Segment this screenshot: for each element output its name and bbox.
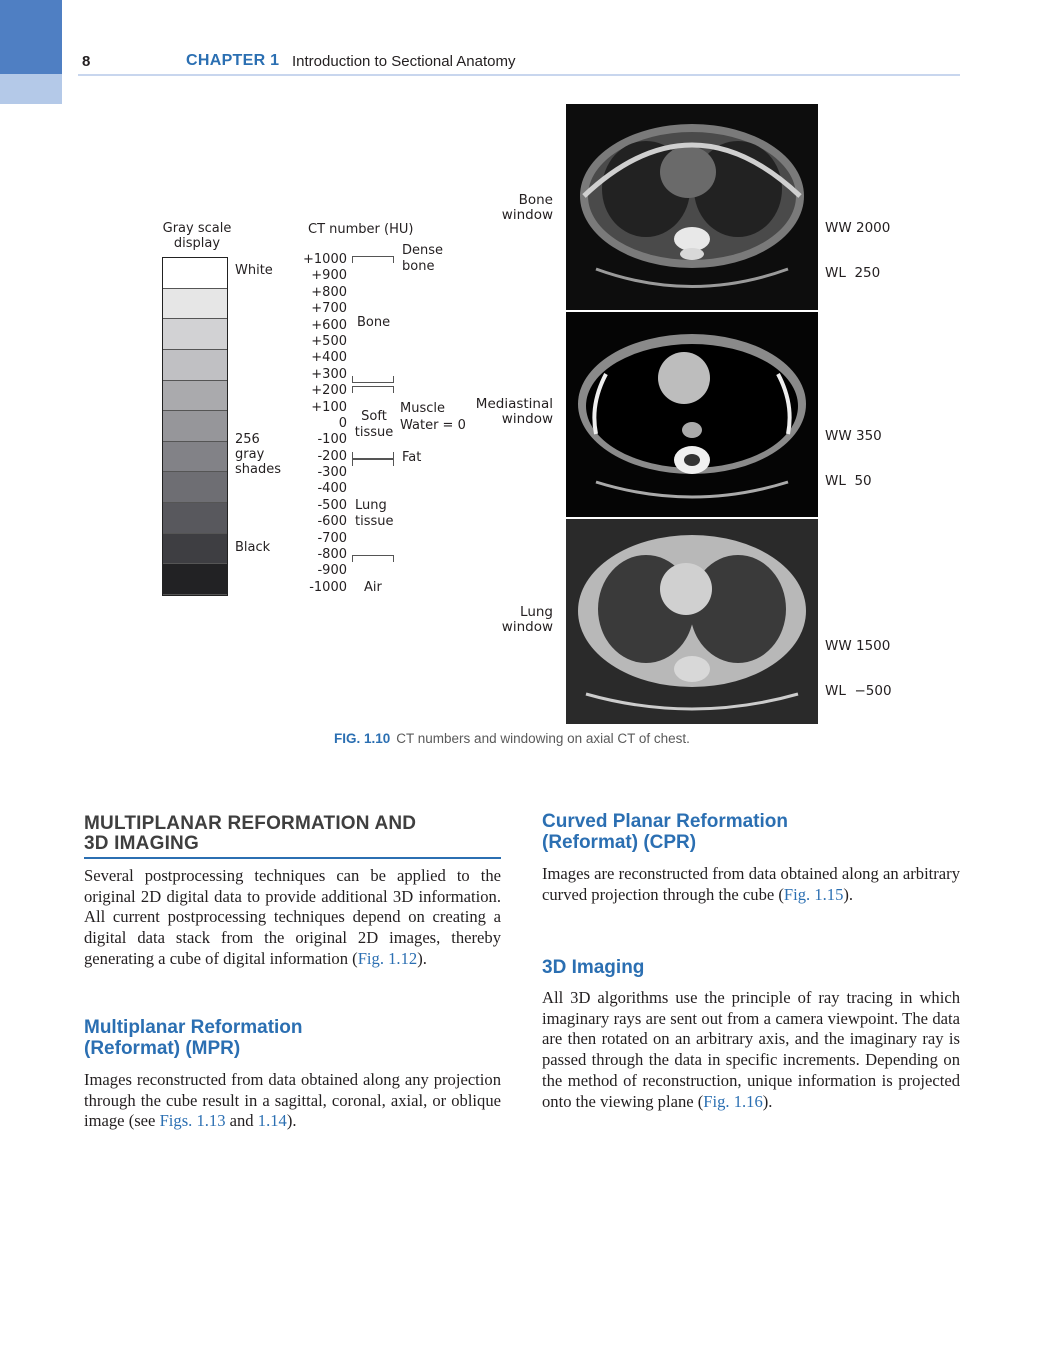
paragraph-cpr-end: ).: [843, 884, 854, 904]
paragraph-mpr: [84, 1070, 501, 1132]
dense-bone-line1: Dense: [402, 243, 444, 258]
gray-shade: [163, 381, 227, 412]
hu-value: +100: [311, 399, 347, 415]
hu-value: +600: [311, 317, 347, 333]
mediastinal-window-ww: WW 350: [825, 428, 882, 444]
hu-value: -1000: [309, 579, 347, 595]
paragraph-mpr-text: Images reconstructed from data obtained along any projection through the cube result in a sagittal, coronal, axial, or oblique image (see: [84, 1070, 501, 1131]
grayscale-title-line2: display: [173, 236, 221, 251]
air-bracket: [352, 555, 394, 562]
figure-caption-text: CT numbers and windowing on axial CT of chest.: [396, 731, 690, 746]
gray-shade: [163, 503, 227, 534]
white-label: White: [235, 263, 273, 278]
fig-1-15-link[interactable]: Fig. 1.15: [783, 884, 844, 904]
shades-label-line2: gray: [235, 447, 265, 462]
mpr-heading-line2: (Reformat) (MPR): [84, 1038, 241, 1059]
gray-shade: [163, 472, 227, 503]
bone-window-ww: WW 2000: [825, 220, 891, 236]
hu-value: -800: [317, 547, 347, 563]
chapter-title: Introduction to Sectional Anatomy: [292, 53, 516, 70]
lung-window-label: [463, 605, 553, 635]
grayscale-title-line1: Gray scale: [162, 221, 232, 236]
shades-label-line3: shades: [235, 462, 282, 477]
paragraph-3d-imaging-end: ).: [762, 1091, 773, 1111]
gray-shade: [163, 411, 227, 442]
lung-window-values: [825, 609, 892, 714]
bone-window-line2: window: [501, 207, 553, 223]
paragraph-3d-imaging-text: All 3D algorithms use the principle of ray tracing in which imaginary rays are sent out from a camera viewpoint. The data are then rotated on an arbitrary axis, and the imaginary ray is passed through the data in specific increments. Depending on the method of reconstruction, unique information is projected onto the viewing plane (: [542, 988, 960, 1111]
dense-bone-label: [402, 243, 443, 275]
figure-caption: [334, 731, 690, 746]
lung-window-wl: WL −500: [825, 683, 892, 699]
shades-label: [235, 432, 281, 477]
fig-1-16-link[interactable]: Fig. 1.16: [703, 1091, 763, 1111]
bone-window-values: [825, 191, 890, 296]
chapter-label: CHAPTER 1: [186, 52, 280, 69]
section-heading-line1: MULTIPLANAR REFORMATION AND: [84, 813, 417, 834]
figure-number: FIG. 1.10: [334, 731, 391, 746]
gray-shade: [163, 289, 227, 320]
hu-value: -900: [317, 563, 347, 579]
ct-image-mediastinal-window: [566, 312, 818, 517]
mediastinal-window-wl: WL 50: [825, 473, 872, 489]
paragraph-postprocessing-end: ).: [417, 948, 427, 968]
fig-1-12-link[interactable]: Fig. 1.12: [357, 948, 418, 968]
hu-value: -700: [317, 530, 347, 546]
paragraph-mpr-and: and: [225, 1111, 258, 1131]
gray-shade: [163, 350, 227, 381]
hu-value: 0: [338, 415, 347, 431]
hu-scale: [292, 252, 347, 596]
hu-value: +700: [311, 301, 347, 317]
gray-shade: [163, 534, 227, 565]
lung-tissue-line1: Lung: [355, 498, 387, 513]
cpr-heading-line1: Curved Planar Reformation: [542, 811, 788, 832]
soft-tissue-line2: tissue: [354, 425, 394, 440]
soft-tissue-bracket-top: [352, 386, 394, 393]
page-number: 8: [82, 53, 91, 70]
hu-value: -400: [317, 481, 347, 497]
section-heading: [84, 814, 500, 854]
dense-bone-line2: bone: [402, 259, 435, 274]
gray-shade: [163, 258, 227, 289]
cpr-heading: [542, 811, 788, 853]
fat-label: Fat: [402, 450, 422, 465]
gray-shade: [163, 442, 227, 473]
paragraph-3d-imaging: [542, 988, 960, 1112]
ct-image-bone-window: [566, 104, 818, 310]
mediastinal-window-label: [463, 397, 553, 427]
lung-window-ww: WW 1500: [825, 638, 891, 654]
page-tab-dark: [0, 0, 62, 74]
grayscale-title: [162, 221, 232, 251]
air-label: Air: [364, 580, 382, 595]
hu-value: -200: [317, 448, 347, 464]
paragraph-postprocessing-text: Several postprocessing techniques can be applied to the original 2D digital data to provide additional 3D information. All current postprocessing techniques depend on creating a digital data stack from the original 2D images, thereby generating a cube of digital information (: [84, 866, 501, 968]
figs-1-13-link[interactable]: Figs. 1.13: [159, 1111, 226, 1131]
paragraph-mpr-end: ).: [286, 1111, 297, 1131]
fat-bracket-bottom: [352, 459, 394, 466]
3d-imaging-heading: 3D Imaging: [542, 957, 645, 978]
hu-value: -500: [317, 497, 347, 513]
grayscale-bar: [162, 257, 228, 596]
hu-value: -300: [317, 465, 347, 481]
lung-window-line2: window: [501, 619, 553, 635]
dense-bone-bracket: [352, 256, 394, 263]
paragraph-postprocessing: [84, 866, 501, 970]
hu-value: +800: [311, 284, 347, 300]
water-label: Water = 0: [400, 418, 466, 433]
mpr-heading-line1: Multiplanar Reformation: [84, 1017, 303, 1038]
hu-value: +500: [311, 333, 347, 349]
hu-value: -100: [317, 432, 347, 448]
soft-tissue-label: [354, 409, 394, 441]
mediastinal-window-line1: Mediastinal: [475, 396, 553, 412]
ct-number-title: CT number (HU): [308, 222, 414, 237]
cpr-heading-line2: (Reformat) (CPR): [542, 832, 697, 853]
fig-1-14-link[interactable]: 1.14: [257, 1111, 287, 1131]
lung-tissue-line2: tissue: [355, 514, 394, 529]
mpr-heading: [84, 1017, 303, 1059]
page-tab-light: [0, 74, 62, 104]
section-heading-line2: 3D IMAGING: [84, 833, 199, 854]
mediastinal-window-line2: window: [501, 411, 553, 427]
hu-value: -600: [317, 514, 347, 530]
soft-tissue-line1: Soft: [361, 409, 387, 424]
shades-label-line1: 256: [235, 432, 260, 447]
hu-value: +1000: [303, 252, 347, 267]
gray-shade: [163, 564, 227, 595]
paragraph-cpr-text: Images are reconstructed from data obtained along an arbitrary curved projection through the cube (: [542, 864, 960, 904]
hu-value: +300: [311, 366, 347, 382]
paragraph-cpr: [542, 864, 960, 905]
bone-window-label: [463, 193, 553, 223]
hu-value: +200: [311, 383, 347, 399]
muscle-label: Muscle: [400, 401, 445, 416]
fat-bracket-top: [352, 452, 394, 459]
header-rule: [78, 74, 960, 76]
bone-window-wl: WL 250: [825, 265, 881, 281]
bone-label: Bone: [357, 315, 391, 330]
black-label: Black: [235, 540, 271, 555]
lung-window-line1: Lung: [520, 604, 553, 620]
ct-image-lung-window: [566, 519, 818, 724]
bone-window-line1: Bone: [518, 192, 553, 208]
mediastinal-window-values: [825, 399, 882, 504]
lung-tissue-label: [355, 498, 394, 530]
bone-bracket-bottom: [352, 376, 394, 383]
hu-value: +900: [311, 268, 347, 284]
section-heading-rule: [84, 857, 501, 859]
gray-shade: [163, 319, 227, 350]
hu-value: +400: [311, 350, 347, 366]
